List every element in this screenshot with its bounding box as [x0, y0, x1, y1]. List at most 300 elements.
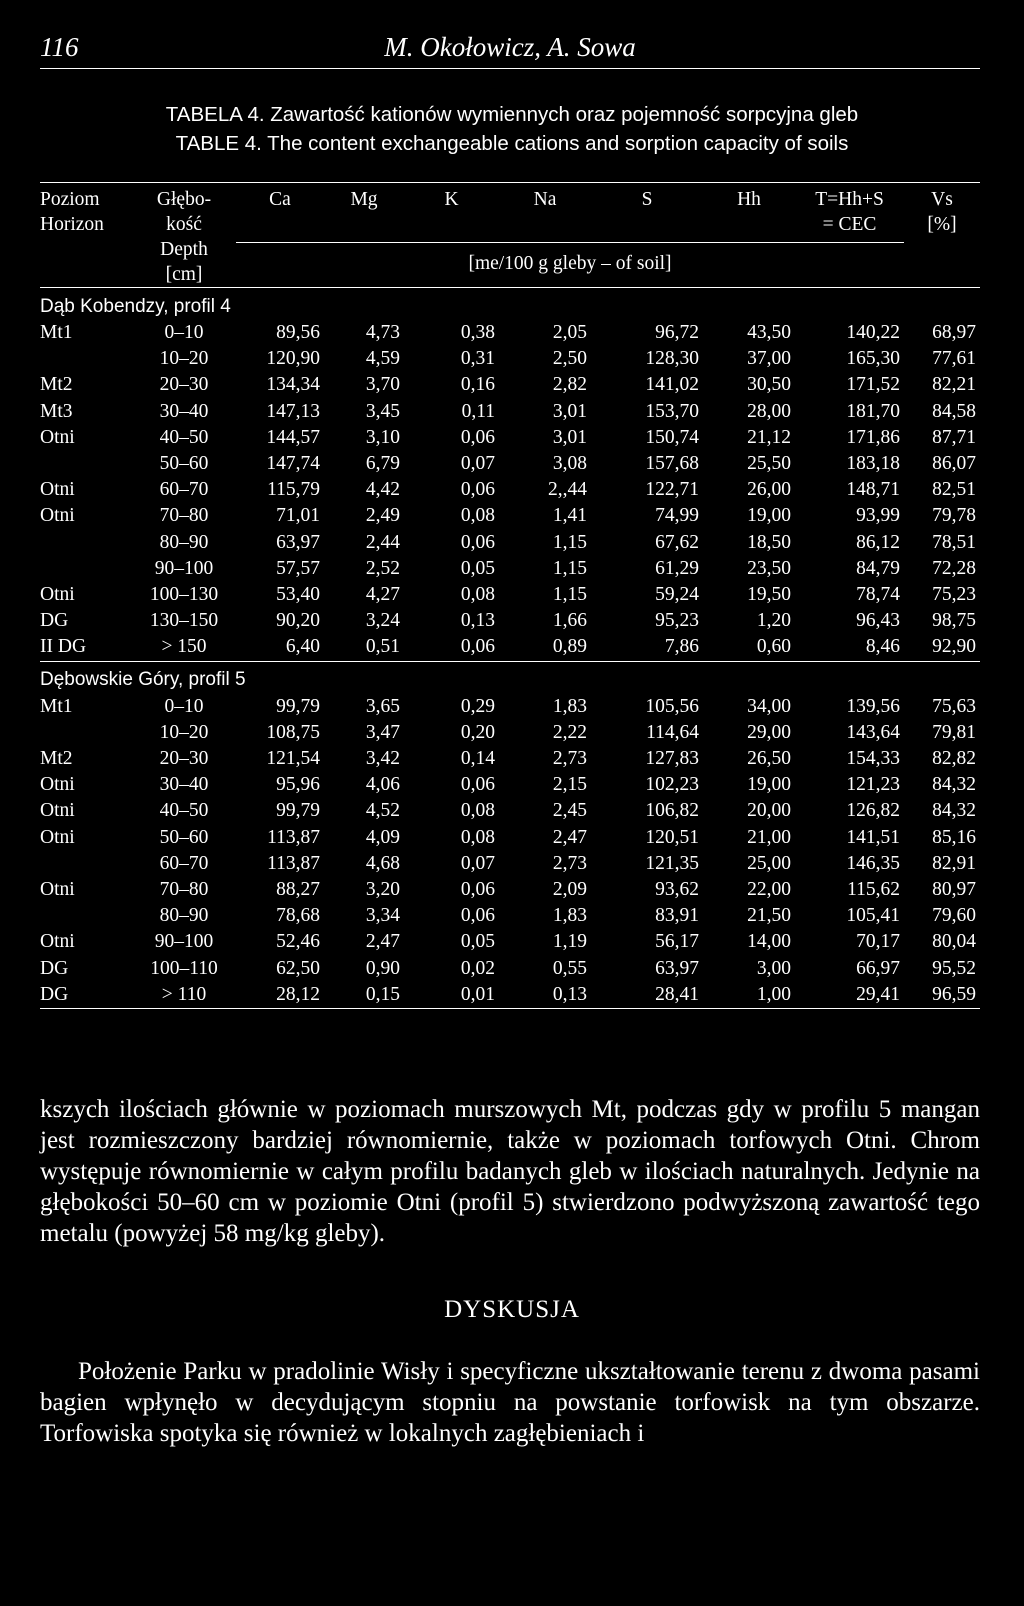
table-cell: 1,83	[552, 905, 587, 927]
table-cell: 100–130	[149, 584, 219, 606]
table-cell: 70,17	[856, 931, 900, 953]
table-cell: Otni	[40, 479, 75, 501]
table-cell: 181,70	[846, 400, 900, 422]
header-s: S	[591, 183, 703, 243]
table-cell: 30–40	[159, 400, 209, 422]
table-cell: 90,20	[276, 610, 320, 632]
table-cell: 84,32	[932, 800, 976, 822]
table-cell: 0,55	[552, 957, 587, 979]
table-cell: 1,00	[703, 982, 795, 1009]
table-cell: DG	[40, 957, 69, 979]
table-cell	[40, 346, 132, 372]
table-cell: Otni	[40, 426, 75, 448]
table-cell: 0,20	[460, 721, 495, 743]
table-cell: 82,51	[932, 479, 976, 501]
table-cell: 22,00	[747, 879, 791, 901]
table-cell: 2,49	[365, 505, 400, 527]
table-cell: 21,00	[747, 826, 791, 848]
table-cell: 98,75	[932, 610, 976, 632]
table-cell: 2,22	[552, 721, 587, 743]
table-cell: 171,86	[846, 426, 900, 448]
table-cell: 68,97	[932, 322, 976, 343]
body-paragraph-1	[40, 1094, 980, 1249]
table-cell: 108,75	[266, 721, 320, 743]
table-cell: 18,50	[747, 531, 791, 553]
header-depth-pl1: Głębo-	[156, 189, 212, 210]
table-cell: 62,50	[276, 957, 320, 979]
table-cell: 3,70	[365, 374, 400, 396]
table-cell: 0,06	[460, 426, 495, 448]
table-cell: 0,08	[460, 800, 495, 822]
table-cell: 100–110	[150, 957, 218, 979]
table-cell: 0,29	[460, 695, 495, 717]
table-cell: 29,41	[795, 982, 904, 1009]
table-cell: Otni	[40, 774, 75, 796]
table-cell: 59,24	[655, 584, 699, 606]
table-cell: 0,07	[460, 453, 495, 475]
table-cell: 141,02	[645, 374, 699, 396]
header-depth-en: Depth	[160, 239, 208, 260]
table-cell: 157,68	[645, 453, 699, 475]
table-cell: 78,51	[932, 531, 976, 553]
table-row	[40, 798, 980, 824]
table-cell: 80,97	[932, 879, 976, 901]
table-cell: 122,71	[645, 479, 699, 501]
table-cell: 84,79	[856, 557, 900, 579]
table-cell: 2,47	[365, 931, 400, 953]
table-cell: 0,38	[460, 322, 495, 343]
table-cell: 4,27	[365, 584, 400, 606]
table-cell: 3,42	[365, 748, 400, 770]
header-vs	[904, 183, 980, 243]
header-horizon	[40, 183, 132, 243]
table-cell: 183,18	[846, 453, 900, 475]
table-cell: 77,61	[932, 348, 976, 370]
section-title: Dąb Kobendzy, profil 4	[40, 295, 231, 317]
table-cell: 25,00	[747, 852, 791, 874]
table-cell: 99,79	[276, 695, 320, 717]
table-cell: 0,13	[460, 610, 495, 632]
table-cell: 113,87	[267, 852, 320, 874]
table-cell: 0,06	[404, 634, 499, 661]
table-cell: 67,62	[655, 531, 699, 553]
table-cell: 3,00	[756, 957, 791, 979]
table-cell: 0,06	[460, 479, 495, 501]
table-row	[40, 503, 980, 529]
table-cell: 95,96	[276, 774, 320, 796]
table-cell: 0,51	[324, 634, 404, 661]
table-cell: 80–90	[159, 531, 209, 553]
paragraph-text: Położenie Parku w pradolinie Wisły i specyficzne ukształtowanie terenu z dwoma pasami bagien wpłynęło w decydującym stopniu na powstanie torfowisk na tym obszarze. Torfowiska spotyka się również w lokalnych zagłębieniach i	[40, 1358, 980, 1447]
table-cell: 141,51	[846, 826, 900, 848]
header-mg: Mg	[324, 183, 404, 243]
header-depth-unit: [cm]	[165, 264, 203, 285]
table-cell: Otni	[40, 505, 75, 527]
table-cell: 0,06	[460, 531, 495, 553]
header-na: Na	[499, 183, 591, 243]
table-cell: 95,52	[932, 957, 976, 979]
table-cell: 10–20	[159, 348, 209, 370]
table-row	[40, 877, 980, 903]
table-cell: 80–90	[159, 905, 209, 927]
table-cell: 1,41	[552, 505, 587, 527]
header-hh: Hh	[703, 183, 795, 243]
table-cell: 14,00	[747, 931, 791, 953]
header-vs-unit: [%]	[927, 214, 957, 235]
table-row	[40, 582, 980, 608]
table-cell: 19,50	[747, 584, 791, 606]
table-cell: 4,09	[365, 826, 400, 848]
table-cell: Mt3	[40, 400, 73, 422]
table-cell: 2,47	[552, 826, 587, 848]
table-cell: 37,00	[747, 348, 791, 370]
table-cell	[40, 903, 132, 929]
table-cell: 126,82	[846, 800, 900, 822]
table-cell: 26,00	[747, 479, 791, 501]
body-paragraph-2	[40, 1356, 980, 1449]
header-t	[795, 183, 904, 243]
table-cell: 0,08	[460, 826, 495, 848]
table-cell: DG	[40, 982, 132, 1009]
table-cell: 78,74	[856, 584, 900, 606]
table-cell: Otni	[40, 931, 75, 953]
header-t-line2: = CEC	[822, 214, 877, 235]
table-cell: 0,05	[460, 931, 495, 953]
table-cell: 72,28	[932, 557, 976, 579]
table-cell: 0–10	[164, 322, 204, 343]
table-cell: > 110	[132, 982, 236, 1009]
table-cell: 34,00	[747, 695, 791, 717]
table-cell: 4,73	[365, 322, 400, 343]
table-cell: 82,21	[932, 374, 976, 396]
table-cell: 150,74	[645, 426, 699, 448]
table-cell: 10–20	[159, 721, 209, 743]
table-cell: 2,73	[552, 748, 587, 770]
table-row	[40, 530, 980, 556]
table-row	[40, 929, 980, 955]
table-cell: 134,34	[266, 374, 320, 396]
table-row	[40, 772, 980, 798]
table-cell: 84,58	[932, 400, 976, 422]
table-cell: 2,09	[552, 879, 587, 901]
section-title-dyskusja: DYSKUSJA	[444, 1296, 580, 1323]
table-cell: 57,57	[276, 557, 320, 579]
table-cell: 0,13	[499, 982, 591, 1009]
table-cell: 0,06	[460, 774, 495, 796]
table-cell: 63,97	[655, 957, 699, 979]
table-cell: 115,79	[267, 479, 320, 501]
table-row	[40, 372, 980, 398]
table-cell: 127,83	[645, 748, 699, 770]
table-cell: 21,12	[747, 426, 791, 448]
table-cell	[40, 451, 132, 477]
running-header	[40, 28, 980, 69]
table-cell: 2,50	[552, 348, 587, 370]
table-cell: 6,79	[365, 453, 400, 475]
table-cell: 2,15	[552, 774, 587, 796]
table-cell: Mt1	[40, 322, 73, 343]
table-cell: 0,01	[404, 982, 499, 1009]
header-t-line1: T=Hh+S	[815, 189, 884, 210]
caption-polish: TABELA 4. Zawartość kationów wymiennych oraz pojemność sorpcyjna gleb	[165, 103, 859, 126]
table-cell: 87,71	[932, 426, 976, 448]
table-cell: 50–60	[159, 826, 209, 848]
table-row	[40, 694, 980, 720]
header-vs-label: Vs	[931, 189, 953, 210]
table-cell: 105,41	[846, 905, 900, 927]
table-cell	[40, 720, 132, 746]
table-row	[40, 346, 980, 372]
table-cell: Otni	[40, 584, 75, 606]
table-cell: 4,06	[365, 774, 400, 796]
section-row	[40, 288, 980, 321]
table-cell: 82,82	[932, 748, 976, 770]
table-cell: 60–70	[159, 852, 209, 874]
table-cell: 79,78	[932, 505, 976, 527]
table-cell: 143,64	[846, 721, 900, 743]
table-row	[40, 399, 980, 425]
table-cell: 113,87	[267, 826, 320, 848]
table-cell: 1,83	[552, 695, 587, 717]
table-row	[40, 903, 980, 929]
table-cell: 153,70	[645, 400, 699, 422]
table-cell: 19,00	[747, 774, 791, 796]
table-cell: 7,86	[591, 634, 703, 661]
table-cell: 84,32	[932, 774, 976, 796]
table-cell: 92,90	[904, 634, 980, 661]
table-cell: 0,90	[365, 957, 400, 979]
cations-table	[40, 182, 980, 1009]
table-cell: 105,56	[645, 695, 699, 717]
table-cell: 146,35	[846, 852, 900, 874]
table-cell: 79,60	[932, 905, 976, 927]
table-cell: 70–80	[159, 505, 209, 527]
table-cell: 2,05	[552, 322, 587, 343]
table-row	[40, 608, 980, 634]
table-cell: 0,06	[460, 905, 495, 927]
table-cell: 0,07	[460, 852, 495, 874]
table-cell: 0,16	[460, 374, 495, 396]
table-cell: 4,68	[365, 852, 400, 874]
table-row	[40, 320, 980, 346]
table-cell: 71,01	[276, 505, 320, 527]
table-cell: 115,62	[847, 879, 900, 901]
table-cell: 99,79	[276, 800, 320, 822]
table-body	[40, 288, 980, 1009]
table-cell: 96,72	[655, 322, 699, 343]
table-row	[40, 825, 980, 851]
table-cell: 0,08	[460, 505, 495, 527]
table-cell: 121,23	[846, 774, 900, 796]
table-cell: 25,50	[747, 453, 791, 475]
table-cell: > 150	[132, 634, 236, 661]
table-row	[40, 982, 980, 1009]
table-cell: 52,46	[276, 931, 320, 953]
table-cell: 2,52	[365, 557, 400, 579]
table-cell: 28,41	[591, 982, 703, 1009]
table-cell: 93,99	[856, 505, 900, 527]
table-cell: 30–40	[159, 774, 209, 796]
table-cell: 1,19	[552, 931, 587, 953]
table-row	[40, 556, 980, 582]
table-cell: 0,15	[324, 982, 404, 1009]
table-cell: 3,08	[552, 453, 587, 475]
table-cell: 2,82	[552, 374, 587, 396]
header-depth	[132, 183, 236, 288]
table-cell: 43,50	[747, 322, 791, 343]
table-cell: 82,91	[932, 852, 976, 874]
table-cell: 114,64	[646, 721, 699, 743]
table-cell: 28,00	[747, 400, 791, 422]
table-cell: 8,46	[795, 634, 904, 661]
table-cell: 120,51	[645, 826, 699, 848]
table-cell: 121,35	[645, 852, 699, 874]
table-cell: 3,47	[365, 721, 400, 743]
table-cell: 79,81	[932, 721, 976, 743]
table-cell: 0,31	[460, 348, 495, 370]
table-cell: 171,52	[846, 374, 900, 396]
table-header	[40, 183, 980, 288]
running-authors: M. Okołowicz, A. Sowa	[384, 32, 636, 62]
table-cell: 1,15	[552, 557, 587, 579]
table-cell: 0,11	[461, 400, 495, 422]
table-cell: 93,62	[655, 879, 699, 901]
table-cell: Otni	[40, 879, 75, 901]
table-cell: 3,01	[552, 426, 587, 448]
table-cell: 4,52	[365, 800, 400, 822]
table-cell: 154,33	[846, 748, 900, 770]
header-k: K	[404, 183, 499, 243]
table-cell: 86,12	[856, 531, 900, 553]
section-title: Dębowskie Góry, profil 5	[40, 669, 246, 691]
table-row	[40, 451, 980, 477]
table-row	[40, 634, 980, 661]
table-cell: 90–100	[154, 557, 214, 579]
table-cell: 89,56	[276, 322, 320, 343]
table-cell: 3,10	[365, 426, 400, 448]
table-cell: 86,07	[932, 453, 976, 475]
page-number: 116	[40, 32, 79, 62]
table-cell: 26,50	[747, 748, 791, 770]
table-cell: II DG	[40, 634, 132, 661]
table-cell: Otni	[40, 800, 75, 822]
table-cell: Otni	[40, 826, 75, 848]
table-cell: 50–60	[159, 453, 209, 475]
table-cell: 96,59	[904, 982, 980, 1009]
table-cell: 53,40	[276, 584, 320, 606]
table-cell: Mt1	[40, 695, 73, 717]
table-cell: 4,59	[365, 348, 400, 370]
table-row	[40, 477, 980, 503]
table-cell: 4,42	[365, 479, 400, 501]
table-cell: 1,20	[756, 610, 791, 632]
table-cell: 0,14	[460, 748, 495, 770]
table-cell: 165,30	[846, 348, 900, 370]
table-cell: 56,17	[655, 931, 699, 953]
table-cell: 106,82	[645, 800, 699, 822]
table-cell: 75,63	[932, 695, 976, 717]
table-cell: 66,97	[856, 957, 900, 979]
table-cell	[40, 851, 132, 877]
table-cell: 130–150	[149, 610, 219, 632]
table-cell: 3,65	[365, 695, 400, 717]
table-cell: 95,23	[655, 610, 699, 632]
table-cell: 139,56	[846, 695, 900, 717]
table-cell: 140,22	[846, 322, 900, 343]
table-cell: DG	[40, 610, 69, 632]
table-cell: 0,60	[703, 634, 795, 661]
table-cell: 20–30	[159, 748, 209, 770]
table-cell: 3,34	[365, 905, 400, 927]
caption-english: TABLE 4. The content exchangeable cations and sorption capacity of soils	[175, 132, 849, 155]
table-cell	[40, 556, 132, 582]
table-cell: 40–50	[159, 800, 209, 822]
header-depth-pl2: kość	[166, 214, 202, 235]
table-cell: 80,04	[932, 931, 976, 953]
table-row	[40, 425, 980, 451]
section-row	[40, 661, 980, 694]
table-cell: 3,24	[365, 610, 400, 632]
table-cell: 102,23	[645, 774, 699, 796]
table-row	[40, 851, 980, 877]
table-cell: 144,57	[266, 426, 320, 448]
table-cell: 20–30	[159, 374, 209, 396]
table-cell: Mt2	[40, 374, 73, 396]
table-cell: 2,45	[552, 800, 587, 822]
table-cell: 23,50	[747, 557, 791, 579]
table-cell: 2,44	[365, 531, 400, 553]
table-cell: 2,73	[552, 852, 587, 874]
table-cell: 88,27	[276, 879, 320, 901]
table-cell: 3,45	[365, 400, 400, 422]
table-cell: 0,08	[460, 584, 495, 606]
table-cell	[40, 530, 132, 556]
table-cell: 90–100	[154, 931, 214, 953]
table-cell: 30,50	[747, 374, 791, 396]
table-cell: 61,29	[655, 557, 699, 579]
table-cell: 0,05	[460, 557, 495, 579]
table-row	[40, 956, 980, 982]
table-cell: 128,30	[645, 348, 699, 370]
table-cell: 78,68	[276, 905, 320, 927]
header-unit: [me/100 g gleby – of soil]	[468, 252, 672, 274]
table-cell: 21,50	[747, 905, 791, 927]
table-cell: 74,99	[655, 505, 699, 527]
header-horizon-pl: Poziom	[40, 189, 100, 210]
table-cell: 0,06	[460, 879, 495, 901]
table-cell: Mt2	[40, 748, 73, 770]
table-row	[40, 720, 980, 746]
table-cell: 29,00	[747, 721, 791, 743]
table-cell: 121,54	[266, 748, 320, 770]
table-cell: 3,01	[552, 400, 587, 422]
table-cell: 3,20	[365, 879, 400, 901]
table-cell: 147,74	[266, 453, 320, 475]
header-ca: Ca	[236, 183, 324, 243]
table-cell: 120,90	[266, 348, 320, 370]
table-cell: 148,71	[846, 479, 900, 501]
table-cell: 85,16	[932, 826, 976, 848]
table-cell: 19,00	[747, 505, 791, 527]
header-horizon-en: Horizon	[40, 214, 104, 235]
paragraph-text: kszych ilościach głównie w poziomach murszowych Mt, podczas gdy w profilu 5 mangan jest rozmieszczony bardziej równomiernie, także w poziomach torfowych Otni. Chrom występuje równomiernie w całym profilu badanych gleb w ilościach naturalnych. Jedynie na głębokości 50–60 cm w poziomie Otni (profil 5) stwierdzono podwyższoną zawartość tego metalu (powyżej 58 mg/kg gleby).	[40, 1096, 980, 1247]
table-cell: 28,12	[236, 982, 324, 1009]
table-cell: 0,89	[499, 634, 591, 661]
table-row	[40, 746, 980, 772]
table-cell: 20,00	[747, 800, 791, 822]
table-cell: 40–50	[159, 426, 209, 448]
table-cell: 1,66	[552, 610, 587, 632]
